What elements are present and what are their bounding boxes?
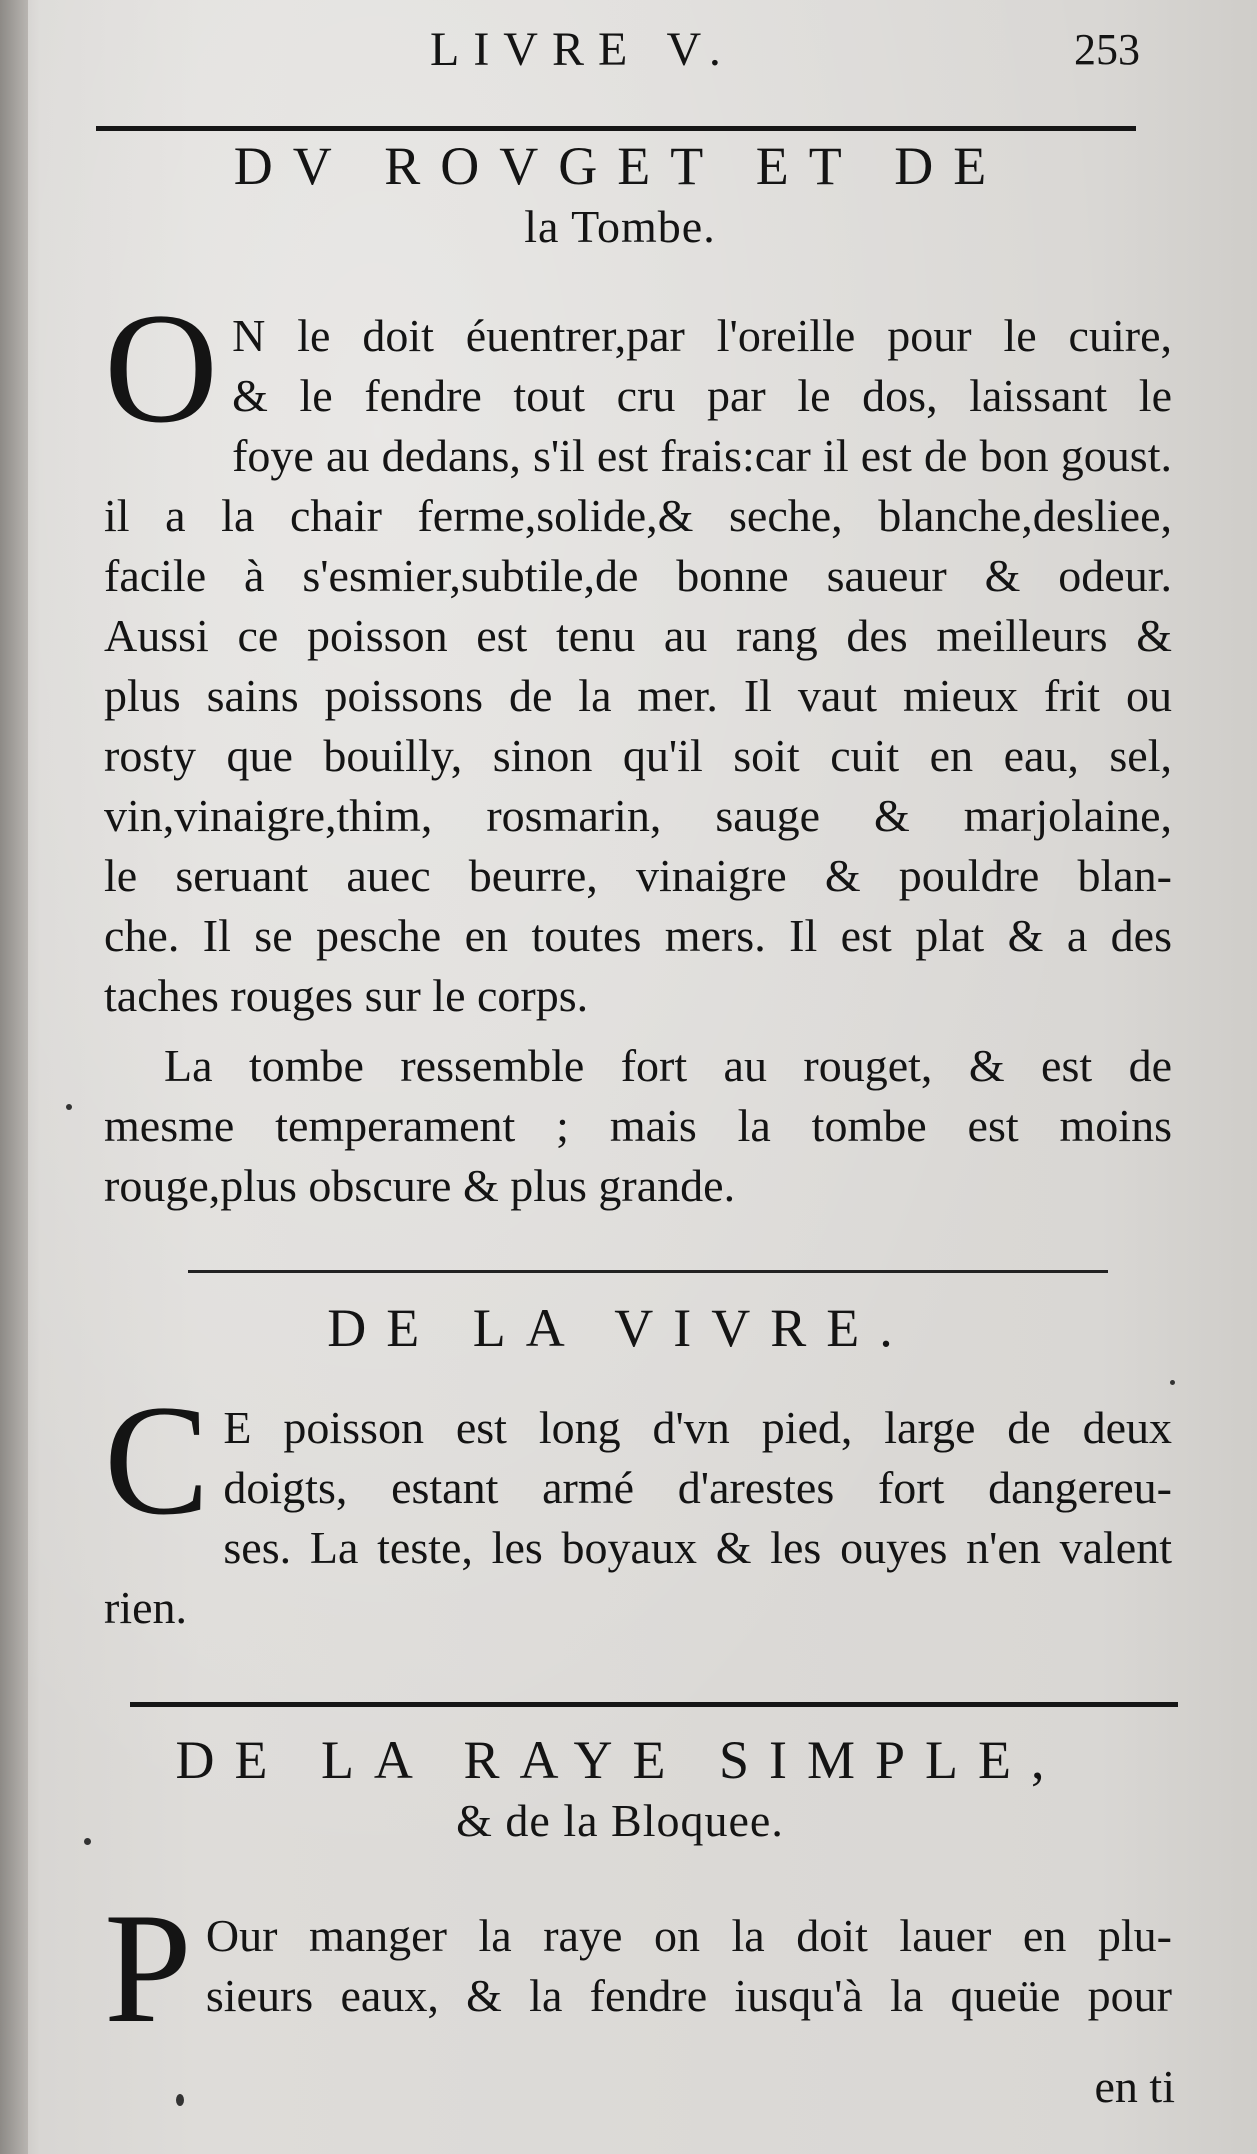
section-divider bbox=[130, 1702, 1178, 1707]
drop-cap-letter: O bbox=[104, 281, 219, 456]
text-line: il a la chair ferme,solide,& seche, blanche,desliee, bbox=[104, 490, 1172, 541]
text-line: taches rouges sur le corps. bbox=[104, 970, 589, 1021]
paragraph-vivre bbox=[104, 1373, 1172, 1638]
paragraph-raye bbox=[104, 1881, 1172, 2056]
text-line: foye au dedans, s'il est frais:car il est de bon goust. bbox=[232, 430, 1172, 481]
section-heading-raye bbox=[100, 1728, 1140, 1850]
ink-speck bbox=[176, 2094, 184, 2106]
paragraph-tombe bbox=[104, 1036, 1172, 1216]
running-head bbox=[100, 22, 1140, 92]
section-title: DE LA VIVRE. bbox=[327, 1298, 913, 1358]
text-line: N le doit éuentrer,par l'oreille pour le cuire, bbox=[232, 310, 1172, 361]
section-heading-rouget bbox=[100, 134, 1140, 256]
section-title: DV ROVGET ET DE bbox=[233, 136, 1007, 196]
section-subtitle: & de la Bloquee. bbox=[456, 1795, 784, 1846]
text-line: rouge,plus obscure & plus grande. bbox=[104, 1160, 736, 1211]
text-line: Aussi ce poisson est tenu au rang des meilleurs & bbox=[104, 610, 1172, 661]
ink-speck bbox=[1170, 1380, 1175, 1385]
text-line: E poisson est long d'vn pied, large de deux bbox=[223, 1402, 1172, 1453]
text-line: mesme temperament ; mais la tombe est moins bbox=[104, 1100, 1172, 1151]
text-line: vin,vinaigre,thim, rosmarin, sauge & marjolaine, bbox=[104, 790, 1172, 841]
text-line: facile à s'esmier,subtile,de bonne saueur & odeur. bbox=[104, 550, 1172, 601]
text-line: che. Il se pesche en toutes mers. Il est plat & a des bbox=[104, 910, 1172, 961]
ink-speck bbox=[84, 1838, 91, 1845]
text-line: plus sains poissons de la mer. Il vaut mieux frit ou bbox=[104, 670, 1172, 721]
catchword: en ti bbox=[1094, 2061, 1175, 2112]
page-gutter bbox=[0, 0, 28, 2154]
running-title: LIVRE V. bbox=[430, 23, 735, 76]
section-divider bbox=[188, 1270, 1108, 1273]
text-line: rosty que bouilly, sinon qu'il soit cuit en eau, sel, bbox=[104, 730, 1172, 781]
section-title: DE LA RAYE SIMPLE, bbox=[175, 1730, 1065, 1790]
text-line: doigts, estant armé d'arestes fort dangereu- bbox=[223, 1462, 1172, 1513]
header-rule bbox=[96, 126, 1136, 131]
ink-speck bbox=[66, 1104, 72, 1110]
section-subtitle: la Tombe. bbox=[524, 201, 716, 252]
text-line: rien. bbox=[104, 1582, 188, 1633]
text-line: Our manger la raye on la doit lauer en plu- bbox=[205, 1910, 1172, 1961]
paragraph-rouget bbox=[104, 281, 1172, 1026]
page-number: 253 bbox=[1074, 25, 1140, 74]
drop-cap-letter: C bbox=[104, 1373, 210, 1548]
text-line: sieurs eaux, & la fendre iusqu'à la queüe pour bbox=[205, 1970, 1172, 2021]
text-line: La tombe ressemble fort au rouget, & est de bbox=[164, 1040, 1172, 1091]
text-line: ses. La teste, les boyaux & les ouyes n'en valent bbox=[223, 1522, 1172, 1573]
text-line: le seruant auec beurre, vinaigre & pouldre blan- bbox=[104, 850, 1172, 901]
text-line: & le fendre tout cru par le dos, laissant le bbox=[232, 370, 1172, 421]
section-heading-vivre bbox=[100, 1296, 1140, 1360]
drop-cap-letter: P bbox=[104, 1881, 192, 2056]
